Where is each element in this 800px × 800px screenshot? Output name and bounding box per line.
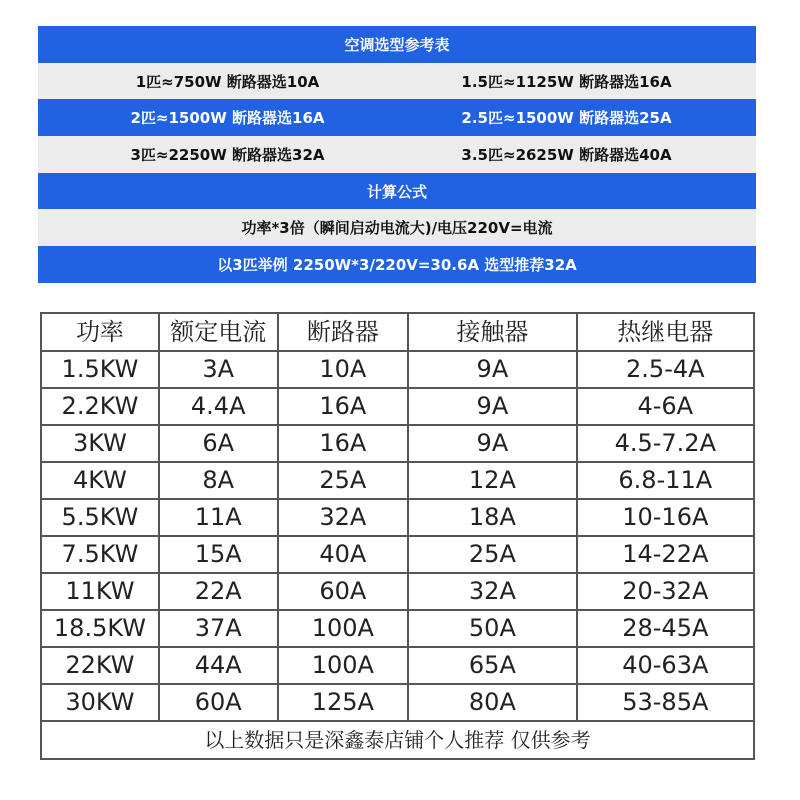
cell-breaker: 32A (278, 499, 409, 536)
cell-breaker: 100A (278, 610, 409, 647)
cell-contactor: 25A (408, 536, 576, 573)
ac-row-3 (38, 136, 756, 173)
cell-current: 4.4A (159, 388, 278, 425)
cell-relay: 40-63A (577, 647, 754, 684)
cell-current: 11A (159, 499, 278, 536)
cell-relay: 14-22A (577, 536, 754, 573)
cell-power: 11KW (41, 573, 159, 610)
cell-power: 18.5KW (41, 610, 159, 647)
header-rated-current: 额定电流 (159, 313, 278, 351)
cell-relay: 10-16A (577, 499, 754, 536)
cell-current: 3A (159, 351, 278, 388)
formula-example (38, 246, 756, 283)
cell-power: 3KW (41, 425, 159, 462)
header-contactor: 接触器 (408, 313, 576, 351)
ac-row-1-left: 1匹≈750W 断路器选10A (135, 72, 320, 91)
cell-relay: 28-45A (577, 610, 754, 647)
cell-power: 5.5KW (41, 499, 159, 536)
table-row (41, 462, 754, 499)
cell-breaker: 10A (278, 351, 409, 388)
motor-selection-table (40, 312, 755, 760)
table-row (41, 499, 754, 536)
table-row (41, 388, 754, 425)
cell-power: 1.5KW (41, 351, 159, 388)
ac-row-2-left: 2匹≈1500W 断路器选16A (130, 109, 325, 128)
table-header-row (41, 313, 754, 351)
cell-current: 6A (159, 425, 278, 462)
formula-example-text: 以3匹举例 2250W*3/220V=30.6A 选型推荐32A (217, 255, 577, 274)
ac-title-text: 空调选型参考表 (344, 35, 450, 54)
cell-current: 15A (159, 536, 278, 573)
cell-relay: 4-6A (577, 388, 754, 425)
table-row (41, 536, 754, 573)
cell-breaker: 125A (278, 684, 409, 721)
ac-reference-title (38, 26, 756, 63)
table-footer-note: 以上数据只是深鑫泰店铺个人推荐 仅供参考 (41, 721, 754, 759)
cell-contactor: 18A (408, 499, 576, 536)
cell-breaker: 60A (278, 573, 409, 610)
formula (38, 209, 756, 246)
cell-breaker: 100A (278, 647, 409, 684)
cell-contactor: 9A (408, 425, 576, 462)
ac-row-1-right: 1.5匹≈1125W 断路器选16A (461, 72, 672, 91)
cell-current: 22A (159, 573, 278, 610)
cell-breaker: 16A (278, 388, 409, 425)
cell-current: 44A (159, 647, 278, 684)
header-power: 功率 (41, 313, 159, 351)
ac-row-3-left: 3匹≈2250W 断路器选32A (130, 145, 325, 164)
formula-title-text: 计算公式 (366, 182, 427, 201)
cell-contactor: 9A (408, 388, 576, 425)
cell-breaker: 25A (278, 462, 409, 499)
cell-contactor: 32A (408, 573, 576, 610)
cell-contactor: 50A (408, 610, 576, 647)
cell-current: 8A (159, 462, 278, 499)
cell-contactor: 65A (408, 647, 576, 684)
cell-current: 60A (159, 684, 278, 721)
cell-contactor: 80A (408, 684, 576, 721)
cell-relay: 20-32A (577, 573, 754, 610)
table-row (41, 684, 754, 721)
ac-row-1 (38, 63, 756, 100)
ac-row-3-right: 3.5匹≈2625W 断路器选40A (461, 145, 672, 164)
cell-contactor: 9A (408, 351, 576, 388)
table-row (41, 351, 754, 388)
cell-power: 7.5KW (41, 536, 159, 573)
formula-title (38, 173, 756, 210)
cell-power: 4KW (41, 462, 159, 499)
ac-reference-panel (38, 26, 756, 283)
formula-text: 功率*3倍（瞬间启动电流大)/电压220V=电流 (241, 219, 553, 238)
cell-breaker: 16A (278, 425, 409, 462)
cell-power: 30KW (41, 684, 159, 721)
ac-row-2-right: 2.5匹≈1500W 断路器选25A (461, 109, 672, 128)
table-row (41, 573, 754, 610)
table-row (41, 610, 754, 647)
cell-relay: 6.8-11A (577, 462, 754, 499)
table-footer-row (41, 721, 754, 759)
cell-power: 2.2KW (41, 388, 159, 425)
cell-relay: 4.5-7.2A (577, 425, 754, 462)
cell-relay: 2.5-4A (577, 351, 754, 388)
table-row (41, 647, 754, 684)
cell-breaker: 40A (278, 536, 409, 573)
cell-power: 22KW (41, 647, 159, 684)
ac-row-2 (38, 99, 756, 136)
cell-contactor: 12A (408, 462, 576, 499)
cell-relay: 53-85A (577, 684, 754, 721)
header-thermal-relay: 热继电器 (577, 313, 754, 351)
header-breaker: 断路器 (278, 313, 409, 351)
table-row (41, 425, 754, 462)
cell-current: 37A (159, 610, 278, 647)
